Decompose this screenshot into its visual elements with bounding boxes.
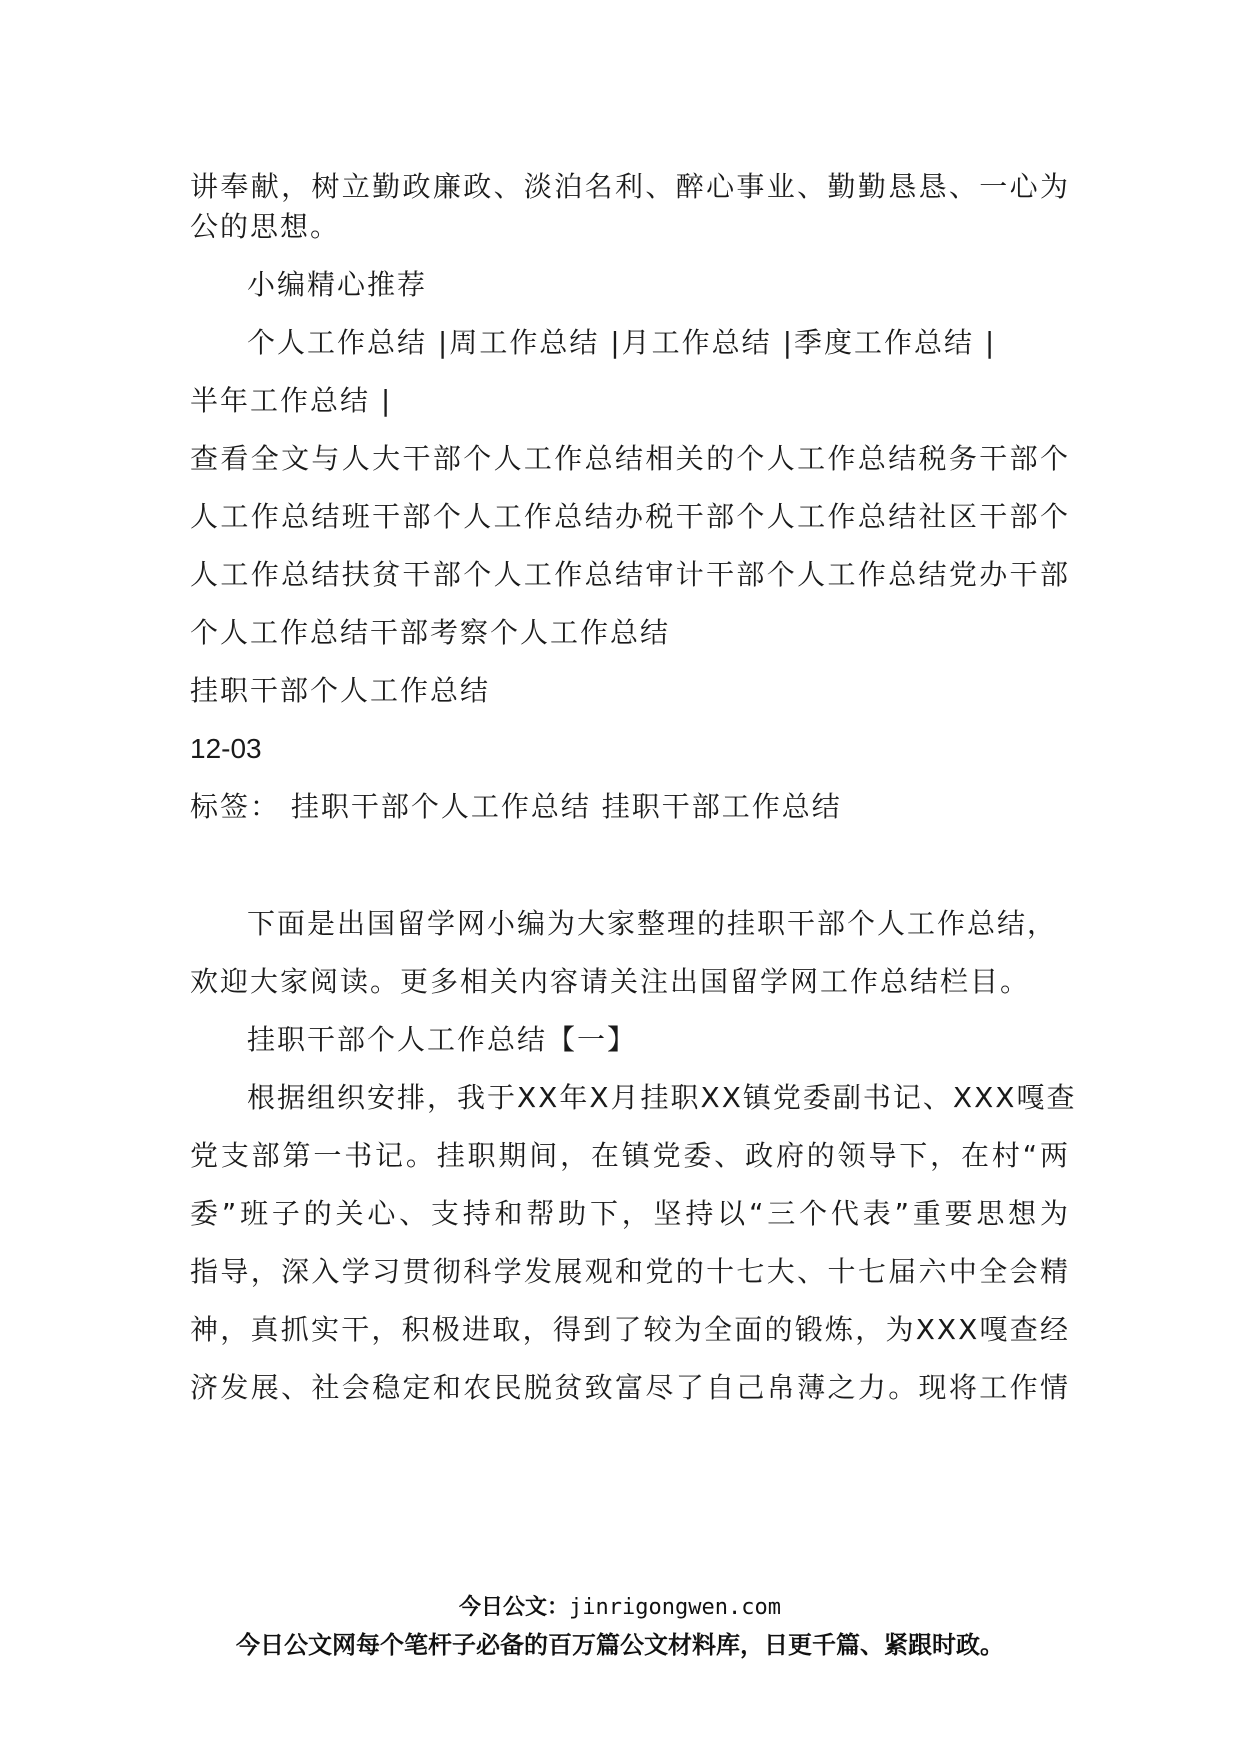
body-text-line: 指导，深入学习贯彻科学发展观和党的十七大、十七届六中全会精 (190, 1255, 1070, 1288)
related-articles-line[interactable]: 个人工作总结干部考察个人工作总结 (190, 616, 671, 649)
article-title: 挂职干部个人工作总结 (190, 674, 491, 707)
recommend-links[interactable]: 半年工作总结 | (190, 384, 393, 417)
recommend-heading: 小编精心推荐 (247, 268, 428, 301)
footer-site (0, 1592, 1240, 1624)
footer-slogan: 今日公文网每个笔杆子必备的百万篇公文材料库，日更千篇、紧跟时政。 (236, 1631, 1004, 1659)
section-heading: 挂职干部个人工作总结【一】 (247, 1023, 638, 1056)
related-articles-line[interactable]: 查看全文与人大干部个人工作总结相关的个人工作总结税务干部个 (190, 442, 1070, 475)
body-text-line: 神，真抓实干，积极进取，得到了较为全面的锻炼，为XXX嘎查经 (190, 1313, 1070, 1346)
intro-text-line: 欢迎大家阅读。更多相关内容请关注出国留学网工作总结栏目。 (190, 965, 1031, 998)
recommend-links[interactable]: 个人工作总结 |周工作总结 |月工作总结 |季度工作总结 | (247, 326, 997, 359)
body-text-line: 公的思想。 (190, 210, 341, 243)
article-tags[interactable]: 标签： 挂职干部个人工作总结 挂职干部工作总结 (190, 790, 842, 823)
footer-site-link[interactable]: jinrigongwen.com (569, 1595, 781, 1620)
article-date: 12-03 (190, 733, 262, 764)
body-text-line: 委”班子的关心、支持和帮助下，坚持以“三个代表”重要思想为 (190, 1197, 1070, 1230)
body-text-line: 讲奉献，树立勤政廉政、淡泊名利、醉心事业、勤勤恳恳、一心为 (190, 170, 1070, 203)
related-articles-line[interactable]: 人工作总结扶贫干部个人工作总结审计干部个人工作总结党办干部 (190, 558, 1070, 591)
body-text-line: 济发展、社会稳定和农民脱贫致富尽了自己帛薄之力。现将工作情 (190, 1371, 1070, 1404)
body-text-line: 根据组织安排，我于XX年X月挂职XX镇党委副书记、XXX嘎查 (247, 1081, 1077, 1114)
related-articles-line[interactable]: 人工作总结班干部个人工作总结办税干部个人工作总结社区干部个 (190, 500, 1070, 533)
intro-text-line: 下面是出国留学网小编为大家整理的挂职干部个人工作总结， (247, 907, 1058, 940)
body-text-line: 党支部第一书记。挂职期间，在镇党委、政府的领导下，在村“两 (190, 1139, 1070, 1172)
footer-site-label: 今日公文： (459, 1595, 570, 1620)
